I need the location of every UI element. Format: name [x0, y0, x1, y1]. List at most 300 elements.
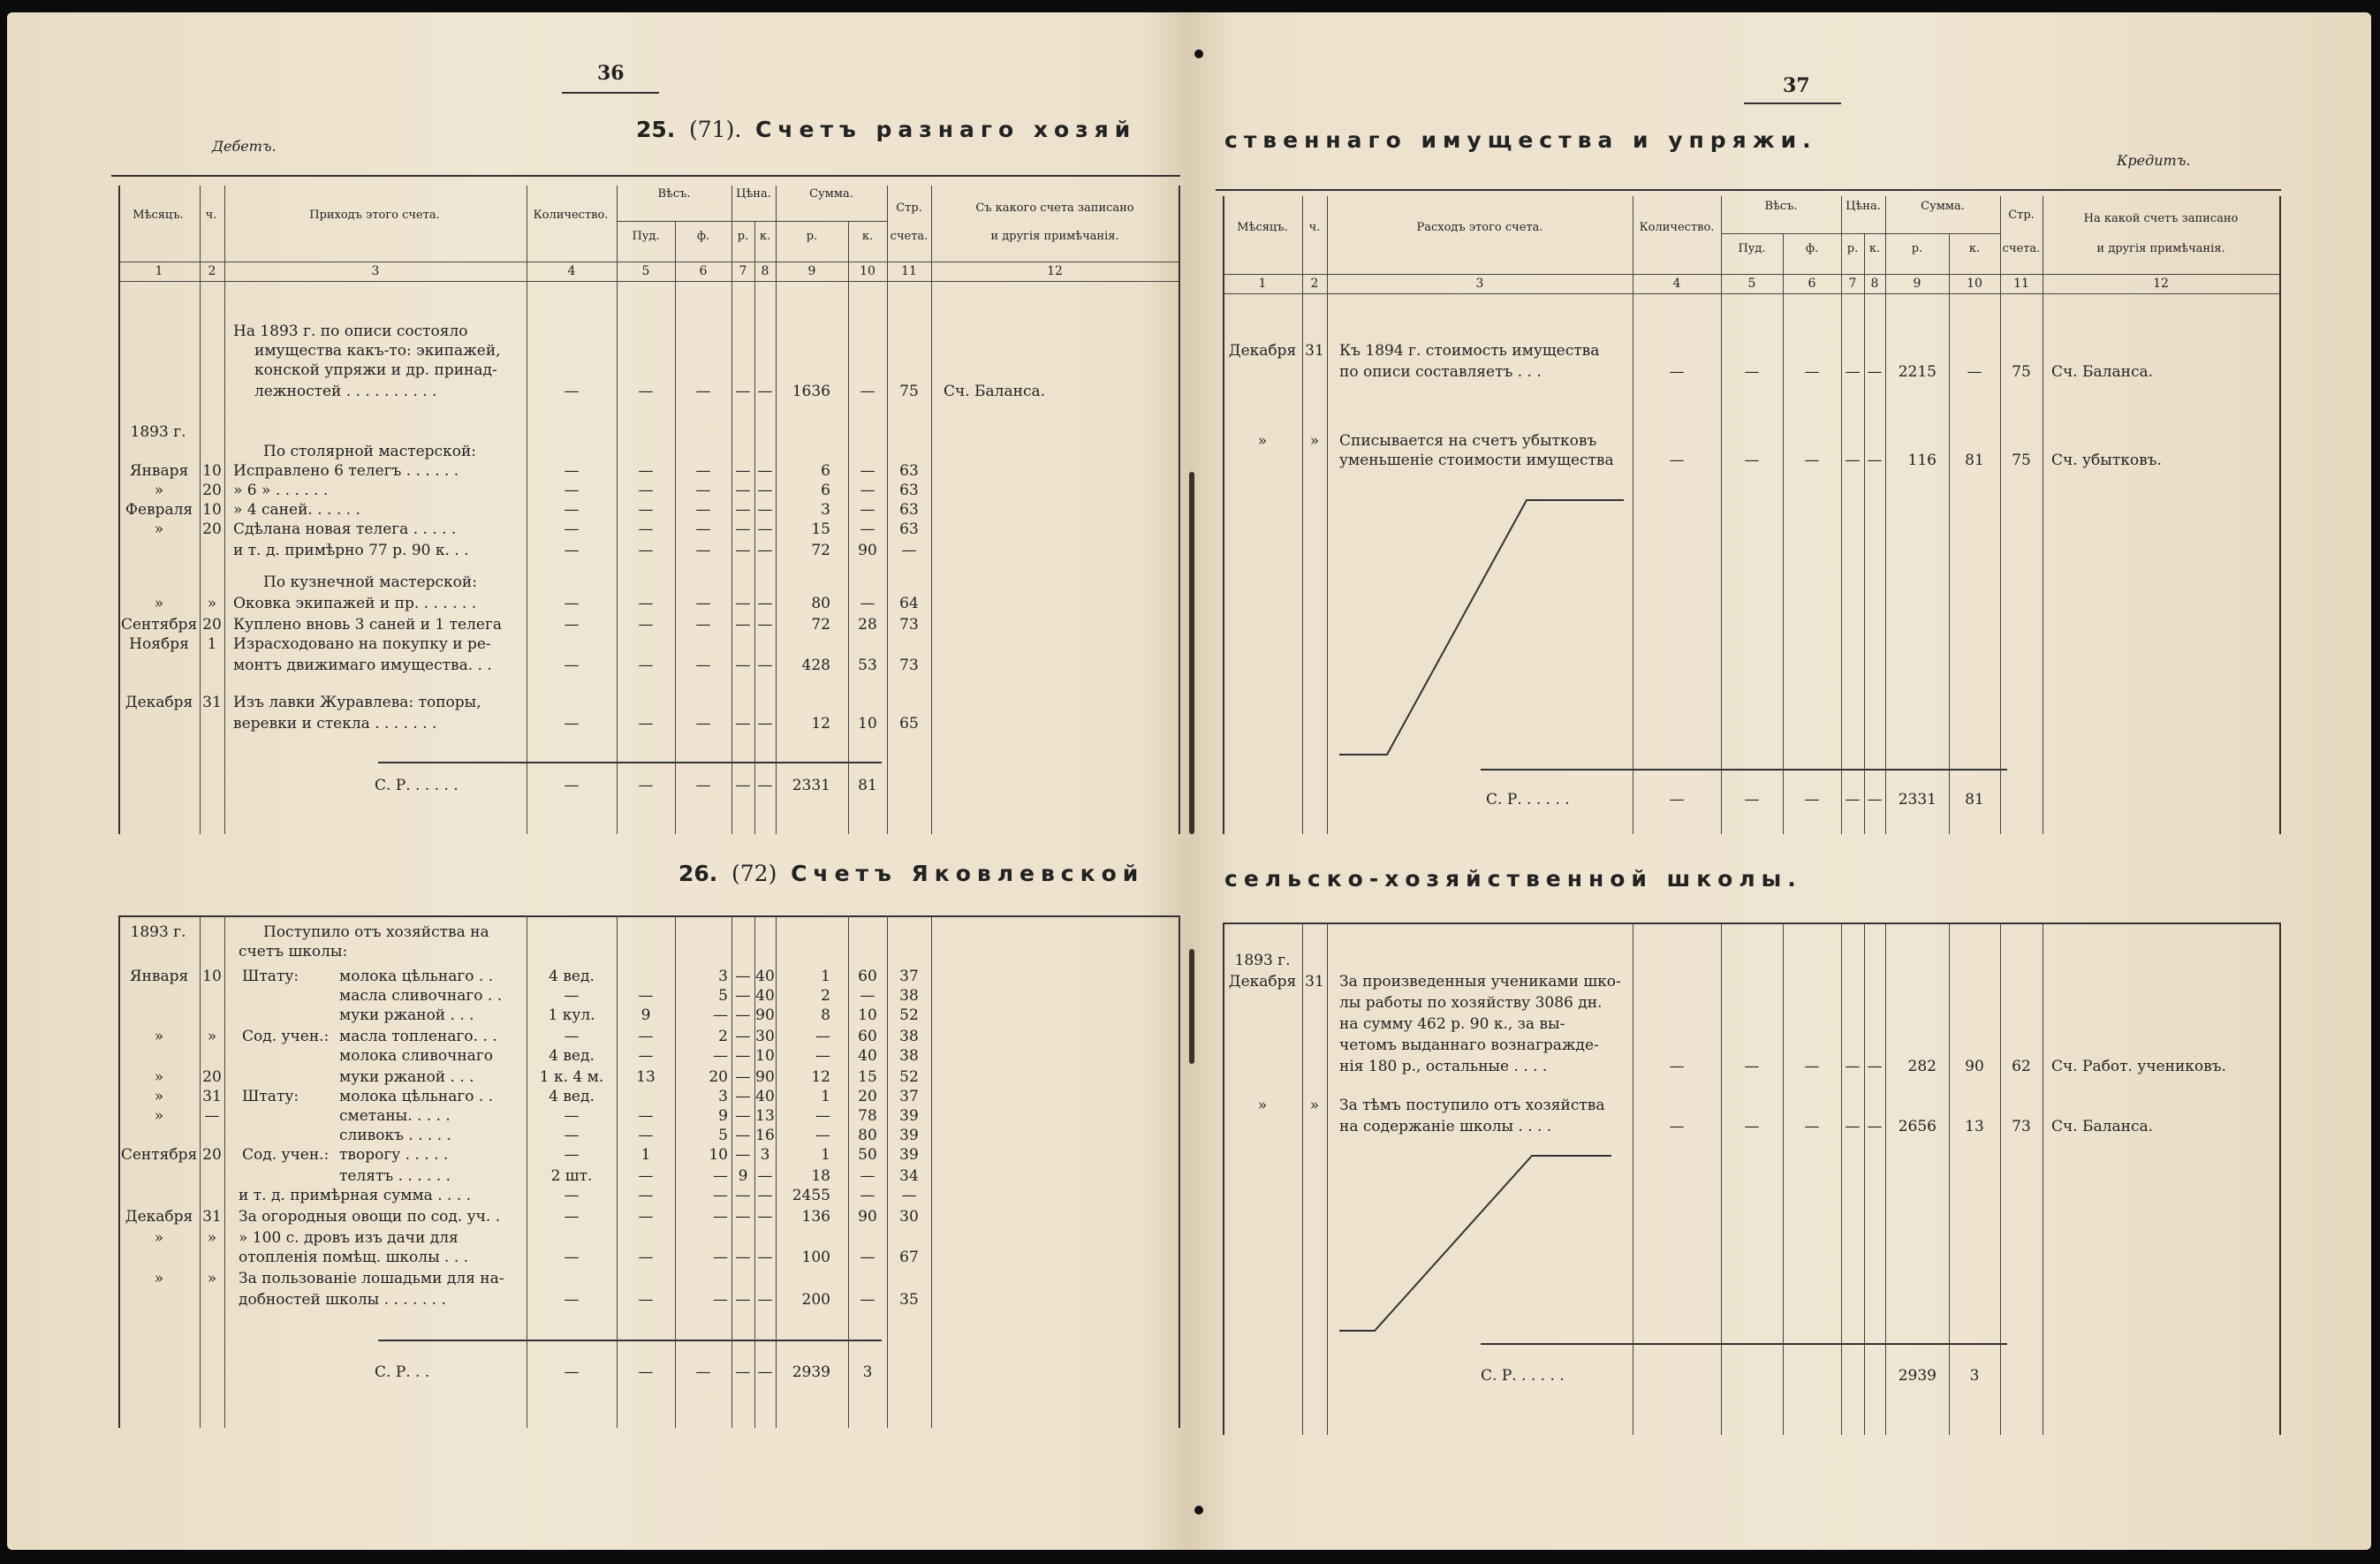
dash-cell: —: [638, 715, 654, 733]
row-price-kop: 40: [755, 968, 775, 985]
total-kop: 81: [858, 777, 877, 794]
dash-cell: —: [735, 595, 751, 612]
row-kop: 78: [858, 1107, 877, 1125]
row-rub: 282: [1907, 1058, 1937, 1075]
binding-thread: [1189, 472, 1194, 834]
col-notes-header-2: и другія примѣчанія.: [990, 230, 1119, 243]
row-page: 39: [899, 1127, 919, 1144]
row-rub: —: [815, 1047, 830, 1065]
row-price-rub: —: [735, 1028, 751, 1045]
row-rub: 136: [801, 1208, 830, 1226]
dash-cell: —: [638, 542, 654, 559]
dash-cell: —: [638, 501, 654, 519]
row-desc: За тѣмъ поступило отъ хозяйства: [1339, 1097, 1605, 1114]
col-price-kop-header: к.: [759, 230, 771, 243]
dash-cell: —: [1744, 452, 1760, 469]
total-label: С. Р. . . . . .: [1486, 791, 1570, 809]
row-kop: —: [860, 501, 875, 519]
row-kop: 60: [858, 968, 877, 985]
row-category: » 100 с. дровъ изъ дачи для: [239, 1229, 459, 1247]
row-quantity: 1 кул.: [548, 1006, 595, 1024]
row-category: и т. д. примѣрная сумма . . . .: [239, 1187, 472, 1204]
row-price-kop: 40: [755, 1088, 775, 1105]
row-day: »: [1309, 1097, 1320, 1114]
row-rub: 15: [811, 520, 830, 538]
dash-cell: —: [757, 501, 773, 519]
total-label: С. Р. . . . . .: [1481, 1367, 1565, 1385]
row-kop: 53: [858, 657, 877, 674]
row-pud: —: [638, 1187, 654, 1204]
dash-cell: —: [564, 657, 580, 674]
row-rub: 8: [821, 1006, 830, 1024]
dash-cell: —: [1867, 363, 1883, 381]
dash-cell: —: [695, 657, 711, 674]
col-price-rub-header: р.: [737, 230, 749, 243]
row-kop: 60: [858, 1028, 877, 1045]
column-number: 4: [567, 264, 576, 278]
row-desc: на содержаніе школы . . . .: [1339, 1118, 1552, 1135]
col-sum-kop-header: к.: [861, 230, 874, 243]
dash-cell: —: [695, 520, 711, 538]
dash-cell: —: [1804, 791, 1820, 809]
dash-cell: —: [638, 482, 654, 499]
dash-cell: —: [638, 777, 654, 794]
row-day: 10: [202, 462, 222, 480]
col-sum-header: Сумма.: [1921, 200, 1965, 213]
row-page: 52: [899, 1006, 919, 1024]
row-funt: —: [713, 1208, 728, 1226]
row-quantity: —: [564, 1028, 580, 1045]
row-kop: —: [860, 595, 875, 612]
row-rub: 2455: [792, 1187, 830, 1204]
row-price-rub: —: [735, 1249, 751, 1266]
credit-label: Кредитъ.: [2117, 152, 2191, 169]
row-page: 75: [2012, 363, 2031, 381]
col-funt-header: ф.: [1805, 242, 1819, 255]
dash-cell: —: [757, 657, 773, 674]
row-pud: 1: [640, 1146, 651, 1164]
row-price-rub: 9: [738, 1167, 748, 1185]
row-page: —: [901, 542, 917, 559]
row-rub: —: [815, 1028, 830, 1045]
row-pud: —: [638, 1249, 654, 1266]
row-quantity: —: [564, 1127, 580, 1144]
row-page: 38: [899, 987, 919, 1005]
dash-cell: —: [638, 383, 654, 400]
column-number: 7: [739, 264, 747, 278]
row-kop: —: [860, 1291, 875, 1309]
row-kop: —: [1967, 363, 1982, 381]
row-month: Января: [129, 462, 189, 480]
row-desc: по описи составляетъ . . .: [1339, 363, 1542, 381]
row-kop: 90: [1965, 1058, 1984, 1075]
row-month: »: [1257, 1097, 1268, 1114]
intro-line: На 1893 г. по описи состояло: [233, 323, 468, 340]
dash-cell: —: [564, 482, 580, 499]
row-month: »: [154, 482, 164, 499]
row-desc: монтъ движимаго имущества. . .: [233, 657, 492, 674]
column-number: 8: [761, 264, 769, 278]
dash-cell: —: [695, 595, 711, 612]
row-month: »: [154, 1229, 164, 1247]
row-kop: 40: [858, 1047, 877, 1065]
dash-cell: —: [757, 616, 773, 634]
row-category: добностей школы . . . . . . .: [239, 1291, 446, 1309]
row-funt: —: [713, 1187, 728, 1204]
dash-cell: —: [564, 616, 580, 634]
row-price-rub: —: [735, 1006, 751, 1024]
row-funt: —: [713, 1167, 728, 1185]
dash-cell: —: [1804, 1118, 1820, 1135]
row-item: телятъ . . . . . .: [339, 1167, 451, 1185]
row-price-rub: —: [735, 1068, 751, 1086]
row-item: муки ржаной . . .: [339, 1006, 474, 1024]
row-day: »: [207, 1028, 217, 1045]
col-sum-rub-header: р.: [1911, 242, 1923, 255]
row-month: Декабря: [125, 694, 193, 711]
row-price-kop: 3: [760, 1146, 770, 1164]
row-month: »: [154, 1270, 164, 1287]
row-category: За пользованіе лошадьми для на-: [239, 1270, 504, 1287]
row-funt: —: [713, 1047, 728, 1065]
row-page: 37: [899, 1088, 919, 1105]
row-month: »: [154, 1068, 164, 1086]
row-item: масла топленаго. . .: [339, 1028, 497, 1045]
col-funt-header: ф.: [696, 230, 710, 243]
binding-hole: [1194, 1506, 1203, 1515]
row-category: отопленія помѣщ. школы . . .: [239, 1249, 469, 1266]
row-item: молока цѣльнаго . .: [339, 968, 494, 985]
row-page: 73: [899, 616, 919, 634]
row-pud: 9: [640, 1006, 651, 1024]
section-25-title-right: ственнаго имущества и упряжи.: [1224, 127, 1817, 153]
row-month: »: [154, 520, 164, 538]
dash-cell: —: [735, 715, 751, 733]
dash-cell: —: [564, 777, 580, 794]
row-price-kop: 13: [755, 1107, 775, 1125]
row-desc: Изъ лавки Журавлева: топоры,: [233, 694, 481, 711]
dash-cell: —: [564, 595, 580, 612]
dash-cell: —: [1744, 1118, 1760, 1135]
row-funt: 9: [718, 1107, 728, 1125]
column-number: 1: [1258, 277, 1267, 291]
column-number: 12: [2153, 277, 2169, 291]
dash-cell: —: [757, 715, 773, 733]
column-number: 6: [1808, 277, 1816, 291]
dash-cell: —: [735, 520, 751, 538]
intro-line: конской упряжи и др. принад-: [254, 361, 497, 379]
row-day: 20: [202, 520, 222, 538]
row-item: молока сливочнаго: [339, 1047, 493, 1065]
row-rub: 1: [821, 968, 830, 985]
row-page: 30: [899, 1208, 919, 1226]
dash-cell: —: [1669, 1058, 1685, 1075]
row-rub: —: [815, 1127, 830, 1144]
row-day: 31: [1305, 342, 1324, 360]
row-price-kop: —: [757, 1249, 773, 1266]
col-page-header: Стр.: [2008, 209, 2035, 222]
row-day: 31: [202, 694, 222, 711]
row-month: Декабря: [1228, 342, 1297, 360]
row-rub: 6: [821, 482, 830, 499]
dash-cell: —: [564, 542, 580, 559]
dash-cell: —: [695, 542, 711, 559]
dash-cell: —: [564, 520, 580, 538]
col-weight-header: Вѣсъ.: [657, 187, 691, 201]
row-category: Штату:: [242, 1088, 299, 1105]
row-page: 63: [899, 501, 919, 519]
col-page-header: Стр.: [896, 201, 922, 215]
row-category: За огородныя овощи по сод. уч. .: [239, 1208, 501, 1226]
col-sum-header: Сумма.: [809, 187, 853, 201]
row-rub: 80: [811, 595, 830, 612]
row-desc: Сдѣлана новая телега . . . . .: [233, 520, 457, 538]
dash-cell: —: [1669, 363, 1685, 381]
row-kop: 80: [858, 1127, 877, 1144]
col-quantity-header: Количество.: [1639, 221, 1715, 234]
row-funt: —: [713, 1249, 728, 1266]
row-desc: » 6 » . . . . . .: [233, 482, 329, 499]
row-page: 63: [899, 520, 919, 538]
row-rub: 12: [811, 715, 830, 733]
column-number: 2: [1310, 277, 1319, 291]
row-quantity: 2 шт.: [550, 1167, 593, 1185]
ledger-spread: [7, 12, 2371, 1550]
row-page: 39: [899, 1146, 919, 1164]
column-number: 11: [2013, 277, 2029, 291]
row-price-rub: —: [735, 1088, 751, 1105]
row-kop: —: [860, 987, 875, 1005]
col-month-header: Мѣсяцъ.: [1237, 221, 1288, 234]
total-rub: 2939: [792, 1363, 830, 1381]
row-funt: 2: [718, 1028, 728, 1045]
dash-cell: —: [564, 501, 580, 519]
row-funt: 3: [718, 968, 728, 985]
row-day: 10: [202, 968, 222, 985]
row-note: Сч. Работ. учениковъ.: [2051, 1058, 2226, 1075]
row-month: Декабря: [1228, 973, 1297, 991]
dash-cell: —: [638, 616, 654, 634]
row-day: 10: [202, 501, 222, 519]
row-kop: —: [860, 462, 875, 480]
row-note: Сч. убытковъ.: [2051, 452, 2162, 469]
row-rub: 200: [801, 1291, 830, 1309]
row-rub: 72: [811, 616, 830, 634]
row-page: 34: [899, 1167, 919, 1185]
row-category: Сод. учен.:: [242, 1028, 330, 1045]
row-quantity: —: [564, 1291, 580, 1309]
dash-cell: —: [1845, 791, 1861, 809]
section-number: 25.: [636, 117, 676, 142]
row-price-rub: —: [735, 1146, 751, 1164]
row-rub: 2215: [1898, 363, 1937, 381]
row-desc: Куплено вновь 3 саней и 1 телега: [233, 616, 503, 634]
dash-cell: —: [564, 462, 580, 480]
row-kop: 81: [1965, 452, 1984, 469]
dash-cell: —: [735, 542, 751, 559]
row-price-kop: 40: [755, 987, 775, 1005]
row-rub: 72: [811, 542, 830, 559]
row-price-kop: —: [757, 1187, 773, 1204]
column-number: 10: [860, 264, 875, 278]
row-price-kop: 90: [755, 1068, 775, 1086]
dash-cell: —: [1845, 1058, 1861, 1075]
row-month: Ноября: [129, 635, 189, 653]
row-month: »: [154, 1107, 164, 1125]
dash-cell: —: [1867, 791, 1883, 809]
dash-cell: —: [1867, 1058, 1883, 1075]
dash-cell: —: [695, 501, 711, 519]
row-item: муки ржаной . . .: [339, 1068, 474, 1086]
row-quantity: 4 вед.: [549, 1088, 595, 1105]
row-funt: —: [713, 1006, 728, 1024]
total-kop: 3: [862, 1363, 873, 1381]
row-desc: четомъ выданнаго вознагражде-: [1339, 1036, 1599, 1054]
row-rub: 1: [821, 1146, 830, 1164]
dash-cell: —: [638, 657, 654, 674]
dash-cell: —: [695, 462, 711, 480]
row-desc: Къ 1894 г. стоимость имущества: [1339, 342, 1600, 360]
column-number: 11: [901, 264, 917, 278]
dash-cell: —: [1744, 363, 1760, 381]
debit-label: Дебетъ.: [212, 138, 277, 155]
column-number: 2: [208, 264, 216, 278]
dash-cell: —: [1669, 791, 1685, 809]
row-item: молока цѣльнаго . .: [339, 1088, 494, 1105]
dash-cell: —: [757, 520, 773, 538]
dash-cell: —: [735, 462, 751, 480]
row-quantity: —: [564, 1107, 580, 1125]
row-kop: 90: [858, 542, 877, 559]
row-desc: Оковка экипажей и пр. . . . . . .: [233, 595, 477, 612]
row-pud: —: [638, 1208, 654, 1226]
total-rub: 2939: [1898, 1367, 1937, 1385]
row-pud: —: [638, 1127, 654, 1144]
col-price-rub-header: р.: [1846, 242, 1859, 255]
row-month: Января: [129, 968, 189, 985]
row-day: 1: [207, 635, 217, 653]
dash-cell: —: [757, 482, 773, 499]
row-desc: По кузнечной мастерской:: [263, 573, 477, 591]
row-desc: Исправлено 6 телегъ . . . . . .: [233, 462, 459, 480]
column-number: 9: [1913, 277, 1921, 291]
row-quantity: —: [564, 987, 580, 1005]
row-desc: За произведенныя учениками шко-: [1339, 973, 1621, 991]
row-page: 38: [899, 1047, 919, 1065]
row-page: 52: [899, 1068, 919, 1086]
dash-cell: —: [638, 462, 654, 480]
row-price-kop: —: [757, 1291, 773, 1309]
row-kop: 50: [858, 1146, 877, 1164]
col-page-header-2: счета.: [2002, 242, 2041, 255]
column-number: 9: [807, 264, 816, 278]
row-day: »: [207, 1229, 217, 1247]
dash-cell: —: [735, 501, 751, 519]
col-pud-header: Пуд.: [1738, 242, 1766, 255]
column-number: 1: [155, 264, 163, 278]
total-label: С. Р. . .: [375, 1363, 430, 1381]
row-price-rub: —: [735, 987, 751, 1005]
row-day: 31: [202, 1208, 222, 1226]
row-rub: 1: [821, 1088, 830, 1105]
dash-cell: —: [1804, 452, 1820, 469]
binding-hole: [1194, 49, 1203, 58]
dash-cell: —: [735, 383, 751, 400]
dash-cell: —: [757, 462, 773, 480]
row-price-rub: —: [735, 1127, 751, 1144]
row-rub: 2: [821, 987, 830, 1005]
row-item: творогу . . . . .: [339, 1146, 449, 1164]
row-kop: 28: [858, 616, 877, 634]
page-number-left: 36: [597, 62, 625, 85]
row-price-kop: 30: [755, 1028, 775, 1045]
row-page: 39: [899, 1107, 919, 1125]
row-page: 73: [899, 657, 919, 674]
row-desc: » 4 саней. . . . . .: [233, 501, 360, 519]
row-quantity: —: [564, 1208, 580, 1226]
col-price-header: Цѣна.: [1846, 200, 1881, 213]
row-day: »: [207, 595, 217, 612]
intro-note: Сч. Баланса.: [944, 383, 1046, 400]
row-month: Февраля: [125, 501, 193, 519]
dash-cell: —: [564, 383, 580, 400]
row-category: Штату:: [242, 968, 299, 985]
row-funt: 5: [718, 1127, 728, 1144]
column-number: 3: [1475, 277, 1484, 291]
row-desc: нія 180 р., остальные . . . .: [1339, 1058, 1548, 1075]
row-kop: —: [860, 1187, 875, 1204]
row-month: »: [154, 1088, 164, 1105]
row-kop: 20: [858, 1088, 877, 1105]
column-number: 3: [371, 264, 380, 278]
row-rub: 6: [821, 462, 830, 480]
row-quantity: 4 вед.: [549, 968, 595, 985]
dash-cell: —: [564, 1363, 580, 1381]
row-day: 20: [202, 482, 222, 499]
row-page: 35: [899, 1291, 919, 1309]
total-kop: 81: [1965, 791, 1984, 809]
dash-cell: —: [1669, 1118, 1685, 1135]
row-kop: —: [860, 1167, 875, 1185]
dash-cell: —: [1669, 452, 1685, 469]
total-rub: 2331: [1898, 791, 1937, 809]
row-page: 63: [899, 482, 919, 499]
row-pud: —: [638, 1291, 654, 1309]
row-kop: —: [860, 1249, 875, 1266]
column-number: 4: [1672, 277, 1681, 291]
row-quantity: 4 вед.: [549, 1047, 595, 1065]
row-pud: —: [638, 1047, 654, 1065]
dash-cell: —: [757, 777, 773, 794]
row-month: Сентября: [120, 616, 198, 634]
row-kop: 15: [858, 1068, 877, 1086]
closing-stroke: [1339, 500, 1624, 755]
row-kop: —: [860, 482, 875, 499]
row-category: Сод. учен.:: [242, 1146, 330, 1164]
row-rub: 12: [811, 1068, 830, 1086]
row-quantity: —: [564, 1249, 580, 1266]
intro-line: лежностей . . . . . . . . . .: [254, 383, 437, 400]
row-page: 65: [899, 715, 919, 733]
section-number: 26.: [678, 861, 718, 886]
intro-page: 75: [899, 383, 919, 400]
col-notes-header-2: и другія примѣчанія.: [2096, 242, 2225, 255]
page-number-right: 37: [1783, 74, 1810, 97]
row-desc: По столярной мастерской:: [263, 443, 476, 460]
row-day: 31: [202, 1088, 222, 1105]
binding-thread: [1189, 949, 1194, 1064]
section-26-title-right: сельско-хозяйственной школы.: [1224, 866, 1802, 892]
